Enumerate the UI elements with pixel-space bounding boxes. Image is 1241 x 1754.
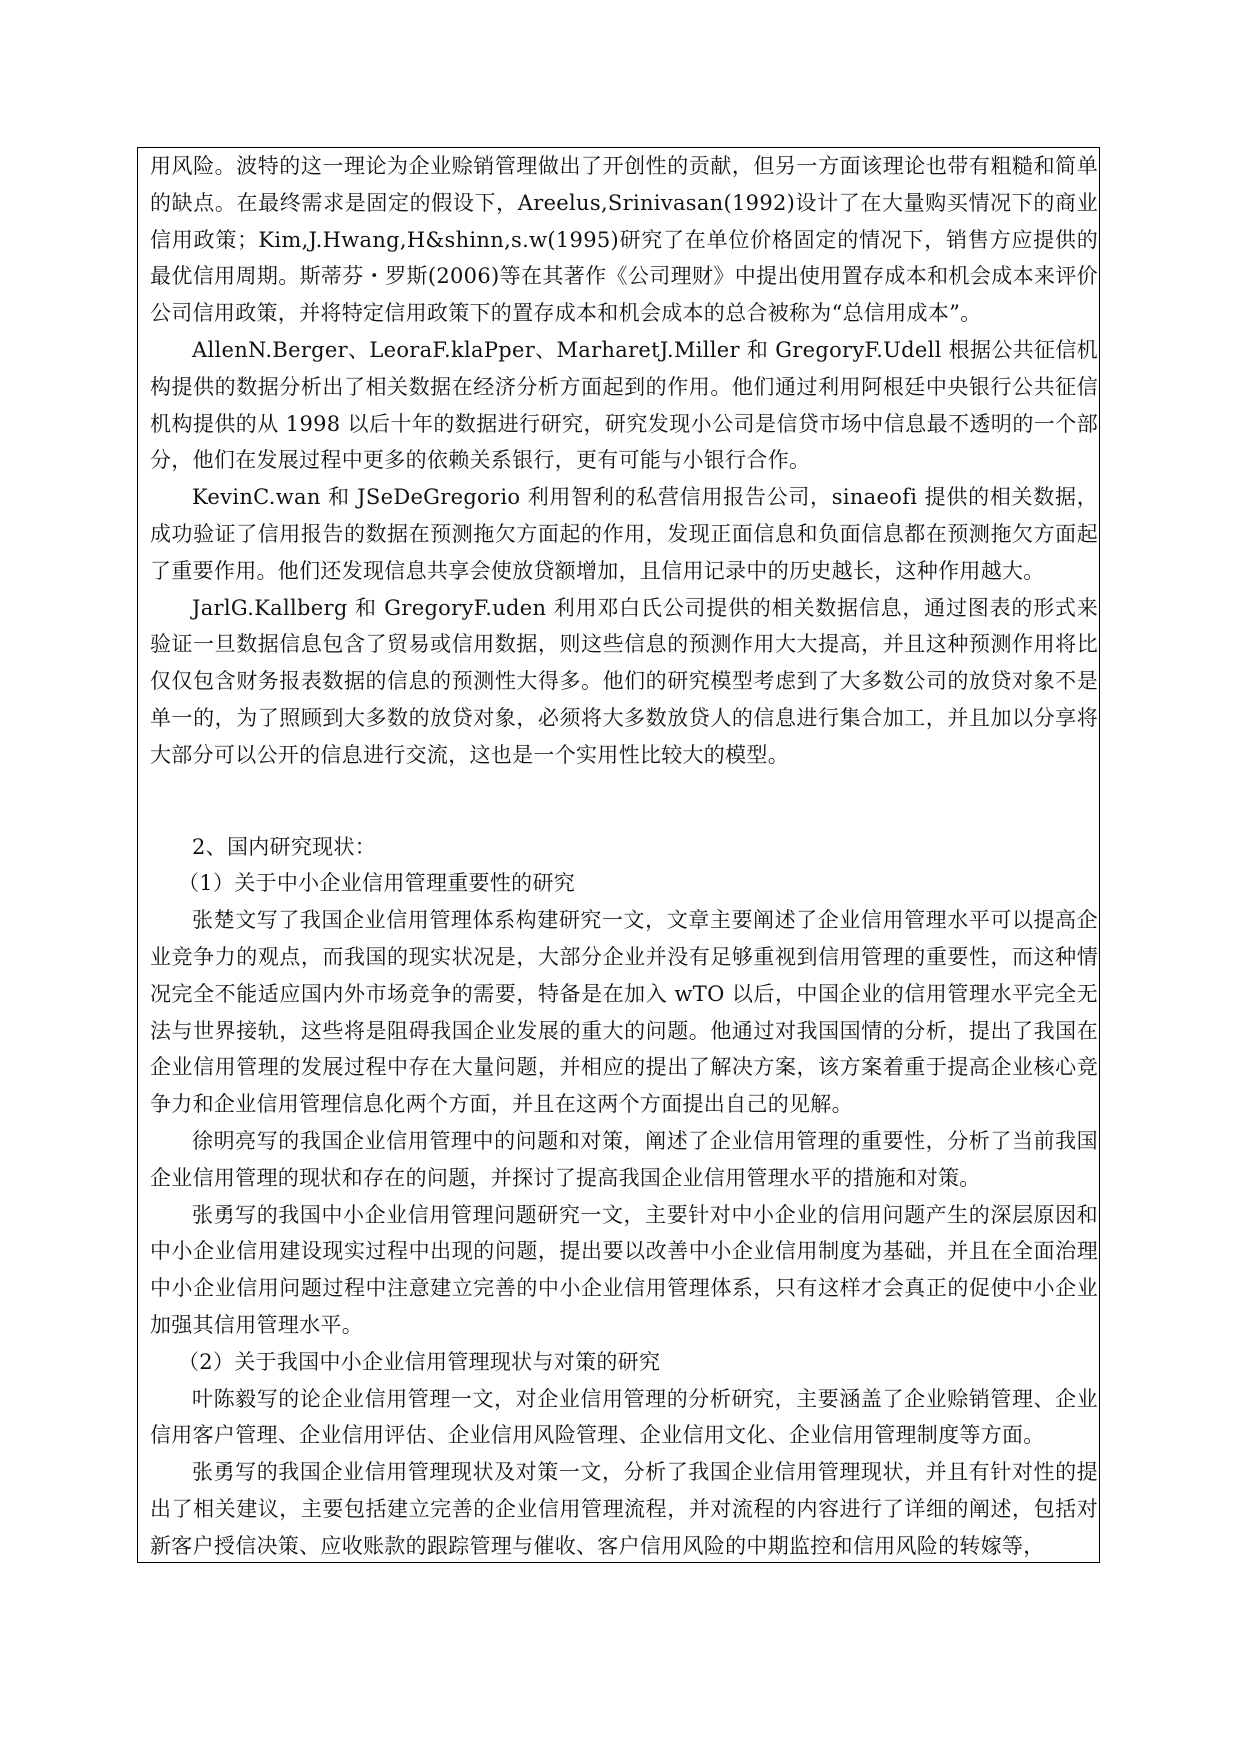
- paragraph: 叶陈毅写的论企业信用管理一文，对企业信用管理的分析研究，主要涵盖了企业赊销管理、企业信用客户管理、企业信用评估、企业信用风险管理、企业信用文化、企业信用管理制度等方面。: [150, 1386, 1098, 1448]
- paragraph: 徐明亮写的我国企业信用管理中的问题和对策，阐述了企业信用管理的重要性，分析了当前我国企业信用管理的现状和存在的问题，并探讨了提高我国企业信用管理水平的措施和对策。: [150, 1128, 1098, 1190]
- paragraph: KevinC.wan 和 JSeDeGregorio 利用智利的私营信用报告公司，sinaeofi 提供的相关数据，成功验证了信用报告的数据在预测拖欠方面起的作用，发现正面信息和负面信息都在预测拖欠方面起了重要作用。他们还发现信息共享会使放贷额增加，且信用记录中的历史越长，这种作用越大。: [150, 485, 1098, 583]
- paragraph: 张勇写的我国企业信用管理现状及对策一文，分析了我国企业信用管理现状，并且有针对性的提出了相关建议，主要包括建立完善的企业信用管理流程，并对流程的内容进行了详细的阐述，包括对新客户授信决策、应收账款的跟踪管理与催收、客户信用风险的中期监控和信用风险的转嫁等，: [150, 1460, 1098, 1558]
- subsection-heading: （2）关于我国中小企业信用管理现状与对策的研究: [178, 1349, 661, 1374]
- section-spacer: [150, 774, 1098, 829]
- paragraph: 用风险。波特的这一理论为企业赊销管理做出了开创性的贡献，但另一方面该理论也带有粗糙和简单的缺点。在最终需求是固定的假设下，Areelus,Srinivasan(1992)设计了在大量购买情况下的商业信用政策；Kim,J.Hwang,H&shinn,s.w(1995)研究了在单位价格固定的情况下，销售方应提供的最优信用周期。斯蒂芬・罗斯(2006)等在其著作《公司理财》中提出使用置存成本和机会成本来评价公司信用政策，并将特定信用政策下的置存成本和机会成本的总合被称为“总信用成本”。: [150, 154, 1098, 326]
- paragraph: AllenN.Berger、LeoraF.klaPper、MarharetJ.Miller 和 GregoryF.Udell 根据公共征信机构提供的数据分析出了相关数据在经济分析方面起到的作用。他们通过利用阿根廷中央银行公共征信机构提供的从 1998 以后十年的数据进行研究，研究发现小公司是信贷市场中信息最不透明的一个部分，他们在发展过程中更多的依赖关系银行，更有可能与小银行合作。: [150, 337, 1098, 473]
- section-heading: 2、国内研究现状：: [192, 834, 377, 859]
- document-body: [150, 148, 1098, 1564]
- paragraph: 张勇写的我国中小企业信用管理问题研究一文，主要针对中小企业的信用问题产生的深层原因和中小企业信用建设现实过程中出现的问题，提出要以改善中小企业信用制度为基础，并且在全面治理中小企业信用问题过程中注意建立完善的中小企业信用管理体系，只有这样才会真正的促使中小企业加强其信用管理水平。: [150, 1202, 1098, 1337]
- paragraph: 张楚文写了我国企业信用管理体系构建研究一文，文章主要阐述了企业信用管理水平可以提高企业竞争力的观点，而我国的现实状况是，大部分企业并没有足够重视到信用管理的重要性，而这种情况完全不能适应国内外市场竞争的需要，特备是在加入 wTO 以后，中国企业的信用管理水平完全无法与世界接轨，这些将是阻碍我国企业发展的重大的问题。他通过对我国国情的分析，提出了我国在企业信用管理的发展过程中存在大量问题，并相应的提出了解决方案，该方案着重于提高企业核心竞争力和企业信用管理信息化两个方面，并且在这两个方面提出自己的见解。: [150, 908, 1098, 1117]
- subsection-heading: （1）关于中小企业信用管理重要性的研究: [178, 871, 576, 896]
- paragraph: JarlG.Kallberg 和 GregoryF.uden 利用邓白氏公司提供的相关数据信息，通过图表的形式来验证一旦数据信息包含了贸易或信用数据，则这些信息的预测作用大大提高，并且这种预测作用将比仅仅包含财务报表数据的信息的预测性大得多。他们的研究模型考虑到了大多数公司的放贷对象不是单一的，为了照顾到大多数的放贷对象，必须将大多数放贷人的信息进行集合加工，并且加以分享将大部分可以公开的信息进行交流，这也是一个实用性比较大的模型。: [150, 595, 1098, 767]
